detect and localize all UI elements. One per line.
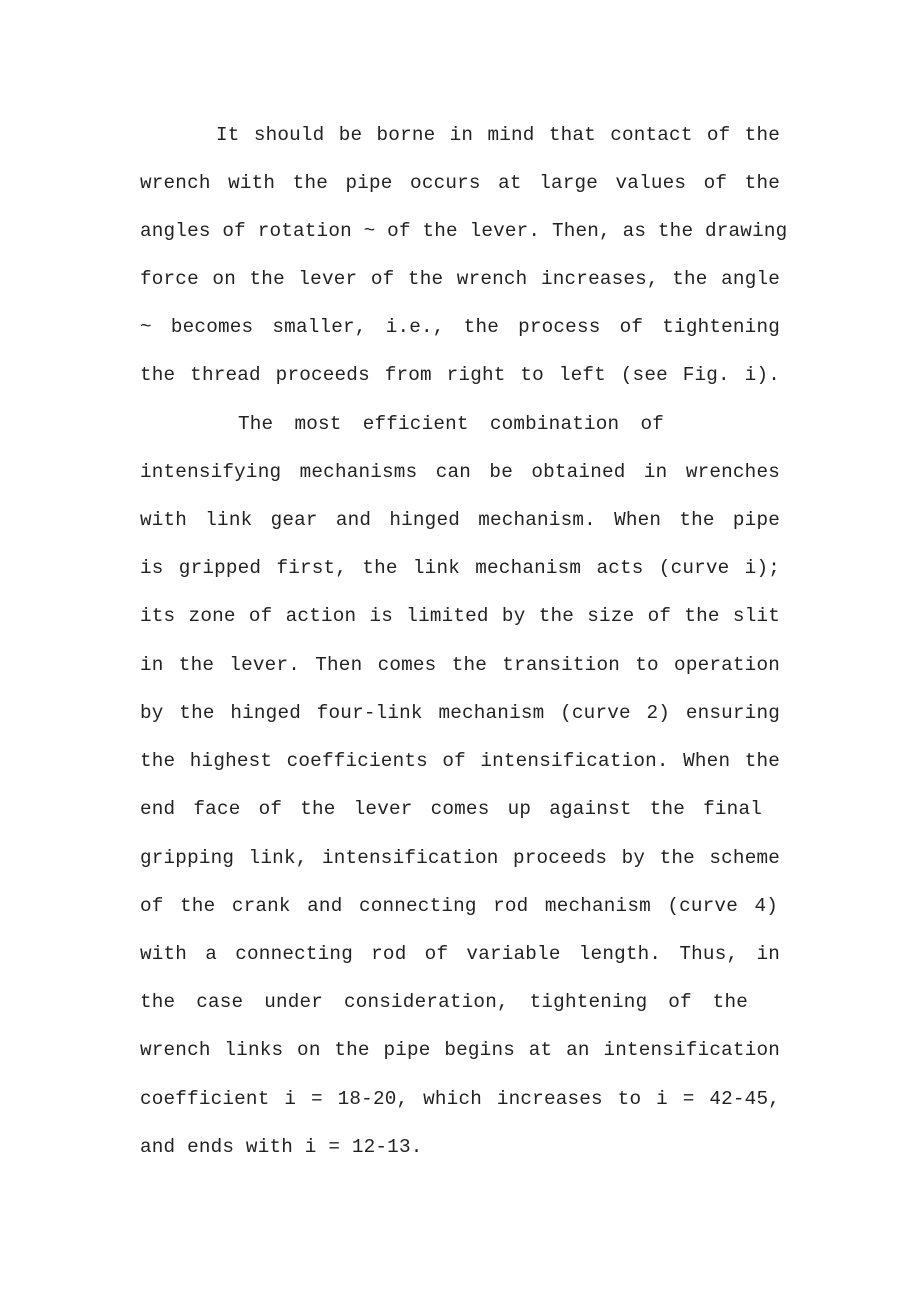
paragraph-2-line-14: wrench links on the pipe begins at an intensification bbox=[140, 1039, 780, 1061]
paragraph-1-line-6: the thread proceeds from right to left (see Fig. i). bbox=[140, 364, 780, 386]
paragraph-2-line-10: gripping link, intensification proceeds by the scheme bbox=[140, 847, 780, 869]
paragraph-2-line-2: intensifying mechanisms can be obtained in wrenches bbox=[140, 461, 780, 483]
paragraph-2-line-12: with a connecting rod of variable length. Thus, in bbox=[140, 943, 780, 965]
paragraph-2-line-3: with link gear and hinged mechanism. When the pipe bbox=[140, 509, 780, 531]
paragraph-2-line-1: The most efficient combination of bbox=[238, 413, 664, 435]
paragraph-2-line-15: coefficient i = 18-20, which increases to i = 42-45, bbox=[140, 1088, 780, 1110]
paragraph-2-line-5: its zone of action is limited by the size of the slit bbox=[140, 605, 780, 627]
paragraph-2-line-7: by the hinged four-link mechanism (curve 2) ensuring bbox=[140, 702, 780, 724]
paragraph-2-line-4: is gripped first, the link mechanism acts (curve i); bbox=[140, 557, 780, 579]
paragraph-1-line-2: wrench with the pipe occurs at large values of the bbox=[140, 172, 780, 194]
paragraph-1-line-4: force on the lever of the wrench increases, the angle bbox=[140, 268, 780, 290]
paragraph-1-line-5: ~ becomes smaller, i.e., the process of tightening bbox=[140, 316, 780, 338]
paragraph-2-line-11: of the crank and connecting rod mechanism (curve 4) bbox=[140, 895, 778, 917]
paragraph-2-line-9: end face of the lever comes up against the final bbox=[140, 798, 762, 820]
paragraph-2-line-16: and ends with i = 12-13. bbox=[140, 1136, 423, 1158]
paragraph-2-line-6: in the lever. Then comes the transition to operation bbox=[140, 654, 780, 676]
paragraph-1-line-1: It should be borne in mind that contact of the bbox=[216, 124, 780, 146]
paragraph-2-line-8: the highest coefficients of intensification. When the bbox=[140, 750, 780, 772]
paragraph-2-line-13: the case under consideration, tightening of the bbox=[140, 991, 748, 1013]
paragraph-1-line-3: angles of rotation ~ of the lever. Then, as the drawing bbox=[140, 220, 788, 242]
